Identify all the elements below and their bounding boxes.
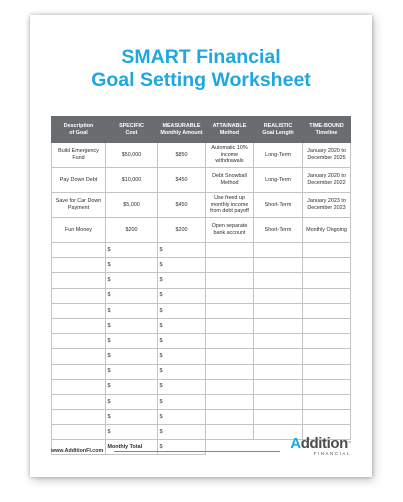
cell-length: Long-Term bbox=[254, 143, 303, 168]
cell-cost: $ bbox=[106, 425, 158, 440]
cell-cost: $10,000 bbox=[106, 168, 158, 193]
cell-timeline bbox=[303, 379, 351, 394]
cell-length bbox=[254, 318, 303, 333]
monthly-total-label: Monthly Total bbox=[106, 440, 158, 455]
brand-rest: ddition bbox=[300, 435, 348, 452]
column-header-line1: SPECIFIC bbox=[119, 122, 144, 129]
brand-wordmark bbox=[285, 436, 351, 451]
column-header-line1: REALISTIC bbox=[263, 122, 293, 129]
cell-monthly: $ bbox=[158, 349, 206, 364]
cell-description bbox=[52, 364, 106, 379]
cell-monthly: $ bbox=[158, 258, 206, 273]
cell-timeline bbox=[303, 288, 351, 303]
cell-timeline bbox=[303, 349, 351, 364]
blank-row bbox=[52, 243, 351, 258]
cell-timeline bbox=[303, 364, 351, 379]
table-row bbox=[52, 143, 351, 168]
cell-timeline bbox=[303, 318, 351, 333]
cell-timeline bbox=[303, 273, 351, 288]
cell-description bbox=[52, 394, 106, 409]
column-header-line2: of Goal bbox=[69, 129, 88, 136]
cell-timeline bbox=[303, 303, 351, 318]
cell-description bbox=[52, 303, 106, 318]
table-row bbox=[52, 218, 351, 243]
column-header-line1: TIME-BOUND bbox=[309, 122, 344, 129]
cell-monthly: $ bbox=[158, 303, 206, 318]
cell-method bbox=[206, 364, 254, 379]
column-header bbox=[254, 117, 303, 143]
cell-description: Pay Down Debt bbox=[52, 168, 106, 193]
column-header-line2: Cost bbox=[125, 129, 138, 136]
cell-length bbox=[254, 243, 303, 258]
cell-cost: $ bbox=[106, 364, 158, 379]
brand-logo bbox=[285, 436, 351, 457]
cell-cost: $ bbox=[106, 394, 158, 409]
cell-length: Short-Term bbox=[254, 193, 303, 218]
cell-cost: $ bbox=[106, 379, 158, 394]
blank-row bbox=[52, 288, 351, 303]
cell-description bbox=[52, 334, 106, 349]
cell-timeline bbox=[303, 410, 351, 425]
brand-first-letter: A bbox=[290, 435, 301, 452]
cell-description bbox=[52, 258, 106, 273]
cell-cost: $ bbox=[106, 288, 158, 303]
cell-cost: $ bbox=[106, 303, 158, 318]
cell-cost: $ bbox=[106, 243, 158, 258]
cell-length bbox=[254, 379, 303, 394]
cell-monthly: $ bbox=[158, 334, 206, 349]
cell-cost: $ bbox=[106, 273, 158, 288]
cell-length bbox=[254, 334, 303, 349]
brand-subtitle: FINANCIAL bbox=[313, 451, 351, 456]
blank-row bbox=[52, 364, 351, 379]
cell-timeline: January 2023 to December 2023 bbox=[303, 193, 351, 218]
cell-description bbox=[52, 379, 106, 394]
cell-cost: $200 bbox=[106, 218, 158, 243]
cell-length: Long-Term bbox=[254, 168, 303, 193]
cell-description: Fun Money bbox=[52, 218, 106, 243]
cell-length: Short-Term bbox=[254, 218, 303, 243]
cell-monthly: $ bbox=[158, 288, 206, 303]
cell-monthly: $ bbox=[158, 364, 206, 379]
cell-method bbox=[206, 379, 254, 394]
blank-row bbox=[52, 334, 351, 349]
cell-monthly: $ bbox=[158, 394, 206, 409]
column-header bbox=[206, 117, 254, 143]
cell-method bbox=[206, 394, 254, 409]
cell-cost: $5,000 bbox=[106, 193, 158, 218]
cell-monthly: $850 bbox=[158, 143, 206, 168]
cell-length bbox=[254, 364, 303, 379]
blank-row bbox=[52, 318, 351, 333]
cell-length bbox=[254, 288, 303, 303]
cell-method bbox=[206, 258, 254, 273]
cell-monthly: $450 bbox=[158, 193, 206, 218]
cell-cost: $ bbox=[106, 410, 158, 425]
footer-url: www.AdditionFI.com bbox=[51, 448, 104, 454]
cell-timeline bbox=[303, 394, 351, 409]
table-row bbox=[52, 168, 351, 193]
column-header-line2: Monthly Amount bbox=[160, 129, 203, 136]
blank-row bbox=[52, 273, 351, 288]
column-header-line2: Method bbox=[219, 129, 240, 136]
cell-method bbox=[206, 349, 254, 364]
cell-method bbox=[206, 243, 254, 258]
cell-description bbox=[52, 410, 106, 425]
cell-method: Open separate bank account bbox=[206, 218, 254, 243]
cell-monthly: $ bbox=[158, 379, 206, 394]
cell-method bbox=[206, 288, 254, 303]
cell-timeline bbox=[303, 243, 351, 258]
column-header bbox=[303, 117, 351, 143]
column-header-line2: Goal Length bbox=[262, 129, 294, 136]
cell-timeline bbox=[303, 334, 351, 349]
cell-length bbox=[254, 303, 303, 318]
cell-monthly: $200 bbox=[158, 218, 206, 243]
cell-description bbox=[52, 349, 106, 364]
cell-timeline: January 2020 to December 2025 bbox=[303, 143, 351, 168]
goal-table bbox=[51, 116, 351, 455]
blank-row bbox=[52, 379, 351, 394]
worksheet-page bbox=[30, 15, 372, 477]
cell-length bbox=[254, 410, 303, 425]
cell-description bbox=[52, 273, 106, 288]
cell-description: Build Emergency Fund bbox=[52, 143, 106, 168]
cell-method bbox=[206, 410, 254, 425]
cell-description bbox=[52, 425, 106, 440]
cell-monthly: $ bbox=[158, 318, 206, 333]
cell-length bbox=[254, 394, 303, 409]
cell-method: Use freed up monthly income from debt payoff bbox=[206, 193, 254, 218]
cell-method: Automatic 10% income withdrawals bbox=[206, 143, 254, 168]
column-header-line1: ATTAINABLE bbox=[212, 122, 247, 129]
monthly-total-value: $ bbox=[158, 440, 206, 455]
cell-method bbox=[206, 303, 254, 318]
cell-timeline: January 2020 to December 2022 bbox=[303, 168, 351, 193]
table-row bbox=[52, 193, 351, 218]
cell-monthly: $ bbox=[158, 273, 206, 288]
cell-monthly: $ bbox=[158, 243, 206, 258]
cell-monthly: $450 bbox=[158, 168, 206, 193]
cell-length bbox=[254, 273, 303, 288]
cell-description bbox=[52, 243, 106, 258]
column-header-line1: Description bbox=[63, 122, 94, 129]
cell-cost: $ bbox=[106, 334, 158, 349]
cell-monthly: $ bbox=[158, 410, 206, 425]
cell-cost: $ bbox=[106, 349, 158, 364]
brand-tm: ™ bbox=[347, 441, 351, 445]
page-title bbox=[30, 46, 372, 92]
cell-cost: $ bbox=[106, 318, 158, 333]
column-header bbox=[106, 117, 158, 143]
cell-method bbox=[206, 334, 254, 349]
cell-length bbox=[254, 258, 303, 273]
cell-cost: $50,000 bbox=[106, 143, 158, 168]
cell-method bbox=[206, 273, 254, 288]
cell-monthly: $ bbox=[158, 425, 206, 440]
footer-divider bbox=[114, 451, 280, 452]
blank-row bbox=[52, 303, 351, 318]
cell-cost: $ bbox=[106, 258, 158, 273]
blank-row bbox=[52, 349, 351, 364]
cell-method bbox=[206, 318, 254, 333]
cell-description: Save for Car Down Payment bbox=[52, 193, 106, 218]
blank-row bbox=[52, 394, 351, 409]
column-header-line2: Timeline bbox=[315, 129, 338, 136]
cell-timeline: Monthly Ongoing bbox=[303, 218, 351, 243]
cell-method: Debt Snowball Method bbox=[206, 168, 254, 193]
table-header-row bbox=[52, 117, 351, 143]
title-line-1: SMART Financial bbox=[121, 46, 281, 68]
blank-row bbox=[52, 410, 351, 425]
cell-description bbox=[52, 288, 106, 303]
cell-method bbox=[206, 425, 254, 440]
column-header-line1: MEASURABLE bbox=[162, 122, 201, 129]
column-header bbox=[158, 117, 206, 143]
cell-timeline bbox=[303, 258, 351, 273]
cell-description bbox=[52, 318, 106, 333]
cell-length bbox=[254, 349, 303, 364]
table-body bbox=[52, 143, 351, 455]
column-header bbox=[52, 117, 106, 143]
blank-row bbox=[52, 258, 351, 273]
title-line-2: Goal Setting Worksheet bbox=[91, 69, 311, 91]
